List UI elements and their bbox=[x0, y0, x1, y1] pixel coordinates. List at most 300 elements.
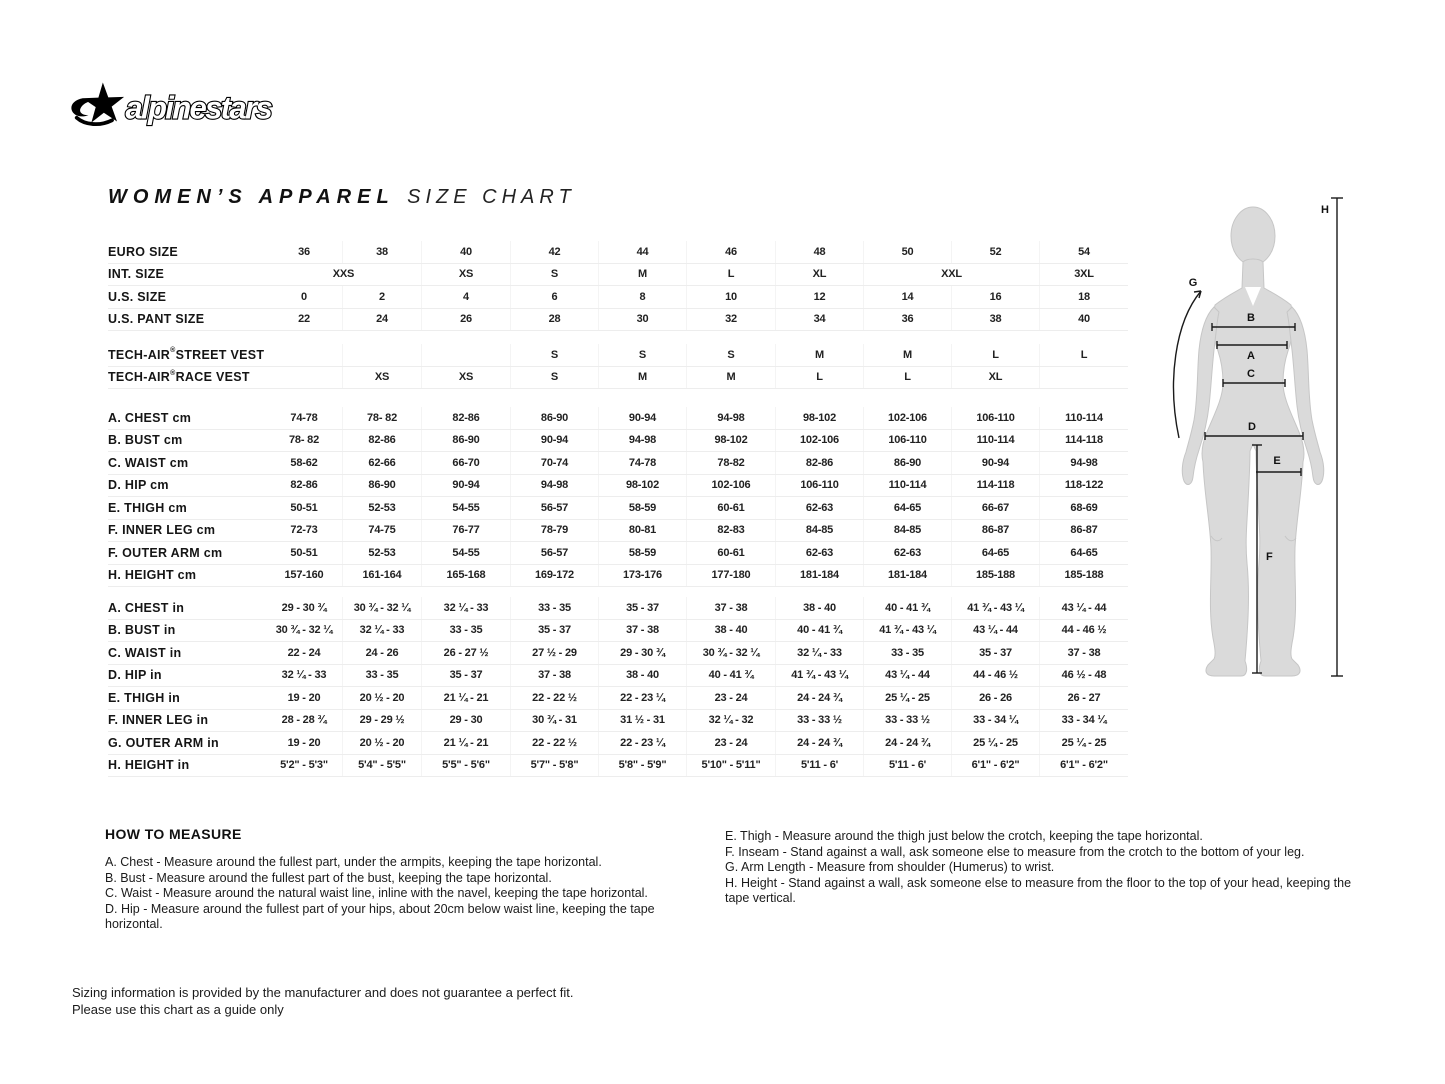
row-label: TECH-AIR ® STREET VEST bbox=[108, 347, 265, 362]
table-cell: 86-87 bbox=[951, 520, 1039, 542]
table-cell bbox=[421, 344, 510, 366]
table-cell: 19 - 20 bbox=[287, 736, 321, 749]
table-cell: L bbox=[1039, 344, 1128, 366]
table-cell: 28 bbox=[510, 309, 598, 331]
table-cell: 185-188 bbox=[1039, 565, 1128, 587]
table-cell: 50-51 bbox=[290, 501, 318, 514]
table-row bbox=[108, 407, 1128, 430]
table-cell: 22 - 22 ½ bbox=[510, 687, 598, 709]
table-cell: 40 - 41 ¾ bbox=[863, 597, 951, 619]
footer-line-2: Please use this chart as a guide only bbox=[72, 1001, 284, 1017]
table-row bbox=[108, 642, 1128, 665]
table-cell: 41 ¾ - 43 ¼ bbox=[775, 665, 863, 687]
table-cell: 70-74 bbox=[510, 452, 598, 474]
table-row bbox=[108, 755, 1128, 778]
table-cell: 34 bbox=[775, 309, 863, 331]
table-cell: 38 bbox=[342, 241, 421, 263]
table-cell: 38 - 40 bbox=[598, 665, 686, 687]
measure-left-list bbox=[105, 855, 710, 933]
title-main: WOMEN’S APPAREL bbox=[108, 186, 395, 208]
table-cell: 46 ½ - 48 bbox=[1039, 665, 1128, 687]
table-cell: 29 - 29 ½ bbox=[342, 710, 421, 732]
table-cell: 64-65 bbox=[951, 542, 1039, 564]
table-cell: 22 bbox=[298, 313, 310, 326]
row-label: H. HEIGHT in bbox=[108, 758, 190, 773]
measure-instruction: E. Thigh - Measure around the thigh just below the crotch, keeping the tape horizontal. bbox=[725, 829, 1203, 843]
row-label: D. HIP in bbox=[108, 668, 162, 683]
label-f: F bbox=[1266, 551, 1273, 563]
measure-instruction: H. Height - Stand against a wall, ask someone else to measure from the floor to the top of your head, keeping the tape vertical. bbox=[725, 875, 1352, 905]
table-cell: 38 - 40 bbox=[775, 597, 863, 619]
table-cell: 90-94 bbox=[598, 407, 686, 429]
table-row bbox=[108, 309, 1128, 332]
table-cell: 66-70 bbox=[421, 452, 510, 474]
table-cell: 86-90 bbox=[421, 430, 510, 452]
table-cell: 33 - 35 bbox=[342, 665, 421, 687]
table-cell: 86-87 bbox=[1039, 520, 1128, 542]
table-cell: 36 bbox=[863, 309, 951, 331]
table-cell: 76-77 bbox=[421, 520, 510, 542]
table-cell bbox=[1039, 367, 1128, 389]
table-cell: 94-98 bbox=[598, 430, 686, 452]
table-cell: 46 bbox=[686, 241, 775, 263]
table-cell: 24 - 24 ¾ bbox=[775, 687, 863, 709]
table-cell: 74-78 bbox=[598, 452, 686, 474]
table-cell: 0 bbox=[301, 290, 307, 303]
table-cell: 5'2" - 5'3" bbox=[280, 759, 328, 772]
table-cell: 177-180 bbox=[686, 565, 775, 587]
row-label: F. INNER LEG cm bbox=[108, 523, 216, 538]
measure-instruction: G. Arm Length - Measure from shoulder (Humerus) to wrist. bbox=[725, 860, 1055, 874]
table-cell: L bbox=[863, 367, 951, 389]
table-cell: 94-98 bbox=[686, 407, 775, 429]
table-cell: 98-102 bbox=[686, 430, 775, 452]
table-cell: 50 bbox=[863, 241, 951, 263]
row-label: F. OUTER ARM cm bbox=[108, 545, 223, 560]
table-cell: 32 ¼ - 33 bbox=[342, 620, 421, 642]
table-cell: 24 - 26 bbox=[342, 642, 421, 664]
table-cell: 58-62 bbox=[290, 456, 318, 469]
row-label: C. WAIST in bbox=[108, 645, 182, 660]
table-cell: 26 - 26 bbox=[951, 687, 1039, 709]
table-cell: 50-51 bbox=[290, 546, 318, 559]
table-cell: 84-85 bbox=[863, 520, 951, 542]
table-cell: 98-102 bbox=[775, 407, 863, 429]
table-cell: 23 - 24 bbox=[686, 732, 775, 754]
table-cell: 54 bbox=[1039, 241, 1128, 263]
table-cell: 173-176 bbox=[598, 565, 686, 587]
how-to-measure-right bbox=[725, 829, 1370, 907]
table-cell: 62-63 bbox=[775, 542, 863, 564]
table-cell: 29 - 30 ¾ bbox=[598, 642, 686, 664]
measure-instruction: A. Chest - Measure around the fullest part, under the armpits, keeping the tape horizontal. bbox=[105, 855, 602, 869]
row-label: U.S. PANT SIZE bbox=[108, 312, 205, 327]
table-cell: 35 - 37 bbox=[421, 665, 510, 687]
table-cell: 32 ¼ - 33 bbox=[421, 597, 510, 619]
table-row bbox=[108, 497, 1128, 520]
table-row bbox=[108, 620, 1128, 643]
row-label: TECH-AIR ® RACE VEST bbox=[108, 369, 250, 385]
header-rows bbox=[108, 241, 1128, 331]
table-cell: 110-114 bbox=[863, 475, 951, 497]
table-cell: 185-188 bbox=[951, 565, 1039, 587]
table-cell: 90-94 bbox=[510, 430, 598, 452]
table-row bbox=[108, 344, 1128, 367]
measure-instruction: D. Hip - Measure around the fullest part of your hips, about 20cm below waist line, keeping the tape horizontal. bbox=[105, 901, 655, 931]
table-cell: 44 - 46 ½ bbox=[951, 665, 1039, 687]
table-cell: S bbox=[598, 344, 686, 366]
table-cell: 21 ¼ - 21 bbox=[421, 687, 510, 709]
alpinestars-wordmark: alpinestars bbox=[125, 90, 272, 126]
table-cell: 82-86 bbox=[342, 430, 421, 452]
table-cell: 25 ¼ - 25 bbox=[863, 687, 951, 709]
table-row bbox=[108, 264, 1128, 287]
table-cell: 25 ¼ - 25 bbox=[951, 732, 1039, 754]
table-cell: 5'5" - 5'6" bbox=[421, 755, 510, 777]
table-cell: 38 bbox=[951, 309, 1039, 331]
table-cell: 114-118 bbox=[951, 475, 1039, 497]
page-title bbox=[108, 186, 576, 209]
label-a: A bbox=[1247, 350, 1255, 362]
row-label: B. BUST cm bbox=[108, 433, 183, 448]
table-cell: 42 bbox=[510, 241, 598, 263]
table-cell: 102-106 bbox=[775, 430, 863, 452]
table-cell: 30 ¾ - 32 ¼ bbox=[342, 597, 421, 619]
table-cell: 84-85 bbox=[775, 520, 863, 542]
table-cell: 5'11 - 6' bbox=[863, 755, 951, 777]
table-cell: XS bbox=[421, 367, 510, 389]
table-cell: S bbox=[686, 344, 775, 366]
label-g: G bbox=[1188, 277, 1198, 289]
table-cell: 37 - 38 bbox=[1039, 642, 1128, 664]
table-cell: 157-160 bbox=[284, 569, 324, 582]
row-label: D. HIP cm bbox=[108, 478, 169, 493]
table-cell: 38 - 40 bbox=[686, 620, 775, 642]
label-h: H bbox=[1321, 204, 1329, 216]
row-label: C. WAIST cm bbox=[108, 455, 189, 470]
table-cell: 29 - 30 bbox=[421, 710, 510, 732]
table-row bbox=[108, 665, 1128, 688]
table-cell: 52 bbox=[951, 241, 1039, 263]
table-cell bbox=[266, 344, 342, 366]
table-cell: 102-106 bbox=[686, 475, 775, 497]
row-label: U.S. SIZE bbox=[108, 289, 167, 304]
female-silhouette-icon bbox=[1182, 207, 1323, 676]
registered-mark-icon: ® bbox=[170, 369, 176, 377]
table-cell: 22 - 23 ¼ bbox=[598, 687, 686, 709]
table-cell: 33 - 34 ¼ bbox=[951, 710, 1039, 732]
table-cell: 106-110 bbox=[775, 475, 863, 497]
table-cell: 5'11 - 6' bbox=[775, 755, 863, 777]
row-label: G. OUTER ARM in bbox=[108, 735, 219, 750]
table-row bbox=[108, 732, 1128, 755]
table-cell: 30 bbox=[598, 309, 686, 331]
table-cell: 41 ¾ - 43 ¼ bbox=[863, 620, 951, 642]
table-cell: 33 - 35 bbox=[510, 597, 598, 619]
cm-rows bbox=[108, 407, 1128, 587]
table-cell: 94-98 bbox=[510, 475, 598, 497]
how-to-measure-heading: HOW TO MEASURE bbox=[105, 826, 242, 842]
table-cell: 40 - 41 ¾ bbox=[686, 665, 775, 687]
table-cell: 32 bbox=[686, 309, 775, 331]
table-cell: 52-53 bbox=[342, 497, 421, 519]
table-cell: 35 - 37 bbox=[510, 620, 598, 642]
table-cell: 33 - 35 bbox=[863, 642, 951, 664]
row-label: A. CHEST in bbox=[108, 600, 185, 615]
table-cell: 181-184 bbox=[863, 565, 951, 587]
table-cell bbox=[266, 367, 342, 389]
table-cell: 48 bbox=[775, 241, 863, 263]
table-cell: 5'7" - 5'8" bbox=[510, 755, 598, 777]
table-cell: S bbox=[510, 344, 598, 366]
row-label: F. INNER LEG in bbox=[108, 713, 209, 728]
table-cell: 33 - 33 ½ bbox=[863, 710, 951, 732]
table-cell: 64-65 bbox=[1039, 542, 1128, 564]
table-cell: 74-78 bbox=[290, 411, 318, 424]
table-cell: 12 bbox=[775, 286, 863, 308]
table-cell: 60-61 bbox=[686, 497, 775, 519]
measure-instruction: C. Waist - Measure around the natural waist line, inline with the navel, keeping the tape horizontal. bbox=[105, 886, 648, 900]
table-cell: XL bbox=[951, 367, 1039, 389]
table-cell: 37 - 38 bbox=[510, 665, 598, 687]
table-cell: 2 bbox=[342, 286, 421, 308]
table-cell: L bbox=[951, 344, 1039, 366]
table-cell: 30 ¾ - 31 bbox=[510, 710, 598, 732]
body-measurement-diagram bbox=[1155, 192, 1355, 722]
table-cell: 22 - 22 ½ bbox=[510, 732, 598, 754]
table-cell: M bbox=[598, 264, 686, 286]
table-cell: 106-110 bbox=[863, 430, 951, 452]
table-cell: 32 ¼ - 33 bbox=[775, 642, 863, 664]
table-cell: 37 - 38 bbox=[598, 620, 686, 642]
footer-line-1: Sizing information is provided by the manufacturer and does not guarantee a perfect fit. bbox=[72, 985, 574, 1000]
table-cell: 29 - 30 ¾ bbox=[281, 601, 327, 614]
table-cell: 5'8" - 5'9" bbox=[598, 755, 686, 777]
table-row bbox=[108, 475, 1128, 498]
table-cell: 21 ¼ - 21 bbox=[421, 732, 510, 754]
table-cell: 5'4" - 5'5" bbox=[342, 755, 421, 777]
table-cell: 56-57 bbox=[510, 542, 598, 564]
table-row bbox=[108, 452, 1128, 475]
alpinestars-logo bbox=[70, 76, 322, 136]
table-cell: 5'10" - 5'11" bbox=[686, 755, 775, 777]
title-sub: SIZE CHART bbox=[407, 186, 576, 208]
table-cell: 22 - 24 bbox=[287, 646, 321, 659]
table-cell: 62-63 bbox=[863, 542, 951, 564]
table-cell: 44 - 46 ½ bbox=[1039, 620, 1128, 642]
table-cell: 102-106 bbox=[863, 407, 951, 429]
label-e: E bbox=[1273, 455, 1281, 467]
table-cell: 43 ¼ - 44 bbox=[1039, 597, 1128, 619]
table-cell: 33 - 33 ½ bbox=[775, 710, 863, 732]
table-cell: 28 - 28 ¾ bbox=[281, 714, 327, 727]
table-cell: 14 bbox=[863, 286, 951, 308]
table-cell: 181-184 bbox=[775, 565, 863, 587]
table-cell: 19 - 20 bbox=[287, 691, 321, 704]
table-cell: M bbox=[775, 344, 863, 366]
table-cell: 26 - 27 bbox=[1039, 687, 1128, 709]
table-cell: M bbox=[863, 344, 951, 366]
table-cell: 110-114 bbox=[951, 430, 1039, 452]
table-row bbox=[108, 597, 1128, 620]
table-cell: 6'1" - 6'2" bbox=[1039, 755, 1128, 777]
table-cell: 66-67 bbox=[951, 497, 1039, 519]
table-cell: 64-65 bbox=[863, 497, 951, 519]
row-label: A. CHEST cm bbox=[108, 410, 192, 425]
table-cell: 37 - 38 bbox=[686, 597, 775, 619]
table-cell: 6'1" - 6'2" bbox=[951, 755, 1039, 777]
table-cell: 62-63 bbox=[775, 497, 863, 519]
table-row bbox=[108, 687, 1128, 710]
table-cell: 80-81 bbox=[598, 520, 686, 542]
table-row bbox=[108, 542, 1128, 565]
table-cell: 30 ¾ - 32 ¼ bbox=[275, 624, 333, 637]
table-cell: 40 bbox=[1039, 309, 1128, 331]
table-cell: 78-79 bbox=[510, 520, 598, 542]
table-cell: 4 bbox=[421, 286, 510, 308]
table-cell: 90-94 bbox=[421, 475, 510, 497]
table-cell: 82-86 bbox=[775, 452, 863, 474]
table-cell: 32 ¼ - 33 bbox=[281, 669, 327, 682]
table-cell: 82-83 bbox=[686, 520, 775, 542]
table-cell: 20 ½ - 20 bbox=[342, 687, 421, 709]
table-cell: 33 - 34 ¼ bbox=[1039, 710, 1128, 732]
in-rows bbox=[108, 597, 1128, 777]
table-cell: 78-82 bbox=[686, 452, 775, 474]
table-cell: XXL bbox=[863, 264, 1039, 286]
table-cell: 25 ¼ - 25 bbox=[1039, 732, 1128, 754]
table-cell: XS bbox=[421, 264, 510, 286]
table-cell: 82-86 bbox=[290, 479, 318, 492]
table-cell: 24 bbox=[342, 309, 421, 331]
table-cell: 78- 82 bbox=[342, 407, 421, 429]
table-cell: 86-90 bbox=[863, 452, 951, 474]
table-cell: 58-59 bbox=[598, 497, 686, 519]
table-cell: 24 - 24 ¾ bbox=[863, 732, 951, 754]
table-cell: 33 - 35 bbox=[421, 620, 510, 642]
table-cell: XXS bbox=[332, 268, 355, 281]
table-cell: 72-73 bbox=[290, 524, 318, 537]
table-row bbox=[108, 520, 1128, 543]
measure-right-list bbox=[725, 829, 1370, 907]
table-cell: L bbox=[775, 367, 863, 389]
table-cell: 30 ¾ - 32 ¼ bbox=[686, 642, 775, 664]
table-cell: 18 bbox=[1039, 286, 1128, 308]
table-cell: 31 ½ - 31 bbox=[598, 710, 686, 732]
label-d: D bbox=[1248, 421, 1256, 433]
measure-instruction: F. Inseam - Stand against a wall, ask someone else to measure from the crotch to the bottom of your leg. bbox=[725, 844, 1305, 859]
table-cell: 68-69 bbox=[1039, 497, 1128, 519]
table-cell: 62-66 bbox=[342, 452, 421, 474]
table-row bbox=[108, 286, 1128, 309]
table-cell: 43 ¼ - 44 bbox=[951, 620, 1039, 642]
table-cell: 16 bbox=[951, 286, 1039, 308]
table-cell: 35 - 37 bbox=[598, 597, 686, 619]
table-cell: 40 bbox=[421, 241, 510, 263]
table-cell: 26 - 27 ½ bbox=[421, 642, 510, 664]
alpinestars-star-icon bbox=[71, 82, 124, 124]
table-cell: 23 - 24 bbox=[686, 687, 775, 709]
footer-disclaimer bbox=[72, 985, 574, 1018]
table-cell: 44 bbox=[598, 241, 686, 263]
table-cell: 27 ½ - 29 bbox=[510, 642, 598, 664]
table-cell bbox=[342, 344, 421, 366]
table-row bbox=[108, 367, 1128, 390]
table-cell: 10 bbox=[686, 286, 775, 308]
table-row bbox=[108, 710, 1128, 733]
table-cell: 56-57 bbox=[510, 497, 598, 519]
table-cell: M bbox=[686, 367, 775, 389]
table-cell: 54-55 bbox=[421, 542, 510, 564]
table-cell: 94-98 bbox=[1039, 452, 1128, 474]
table-cell: 6 bbox=[510, 286, 598, 308]
table-cell: 165-168 bbox=[421, 565, 510, 587]
table-cell: XL bbox=[775, 264, 863, 286]
table-cell: 78- 82 bbox=[289, 434, 319, 447]
table-cell: 24 - 24 ¾ bbox=[775, 732, 863, 754]
label-b: B bbox=[1247, 312, 1255, 324]
table-cell: 86-90 bbox=[342, 475, 421, 497]
table-cell: XS bbox=[342, 367, 421, 389]
table-row bbox=[108, 565, 1128, 588]
row-label: E. THIGH cm bbox=[108, 500, 188, 515]
table-cell: 41 ¾ - 43 ¼ bbox=[951, 597, 1039, 619]
how-to-measure-left bbox=[105, 826, 710, 933]
table-cell: 43 ¼ - 44 bbox=[863, 665, 951, 687]
tech-air-rows bbox=[108, 344, 1128, 389]
table-cell: 22 - 23 ¼ bbox=[598, 732, 686, 754]
size-table bbox=[108, 241, 1128, 777]
table-cell: 106-110 bbox=[951, 407, 1039, 429]
table-cell: S bbox=[510, 367, 598, 389]
row-label: E. THIGH in bbox=[108, 690, 181, 705]
table-cell: 161-164 bbox=[342, 565, 421, 587]
table-cell: 54-55 bbox=[421, 497, 510, 519]
table-cell: 52-53 bbox=[342, 542, 421, 564]
table-cell: 26 bbox=[421, 309, 510, 331]
table-cell: 60-61 bbox=[686, 542, 775, 564]
table-cell: 8 bbox=[598, 286, 686, 308]
table-cell: 82-86 bbox=[421, 407, 510, 429]
table-cell: 90-94 bbox=[951, 452, 1039, 474]
table-cell: S bbox=[510, 264, 598, 286]
table-cell: 58-59 bbox=[598, 542, 686, 564]
measure-instruction: B. Bust - Measure around the fullest part of the bust, keeping the tape horizontal. bbox=[105, 870, 552, 885]
table-cell: 110-114 bbox=[1039, 407, 1128, 429]
table-cell: 36 bbox=[298, 245, 310, 258]
table-row bbox=[108, 430, 1128, 453]
table-cell: 114-118 bbox=[1039, 430, 1128, 452]
table-cell: 35 - 37 bbox=[951, 642, 1039, 664]
label-c: C bbox=[1247, 368, 1255, 380]
table-cell: 20 ½ - 20 bbox=[342, 732, 421, 754]
table-cell: 40 - 41 ¾ bbox=[775, 620, 863, 642]
table-cell: L bbox=[686, 264, 775, 286]
table-cell: 169-172 bbox=[510, 565, 598, 587]
table-cell: M bbox=[598, 367, 686, 389]
table-cell: 118-122 bbox=[1039, 475, 1128, 497]
registered-mark-icon: ® bbox=[170, 347, 176, 355]
row-label: INT. SIZE bbox=[108, 267, 165, 282]
table-cell: 98-102 bbox=[598, 475, 686, 497]
table-cell: 74-75 bbox=[342, 520, 421, 542]
table-cell: 3XL bbox=[1039, 264, 1128, 286]
row-label: B. BUST in bbox=[108, 623, 176, 638]
table-cell: 32 ¼ - 32 bbox=[686, 710, 775, 732]
table-cell: 86-90 bbox=[510, 407, 598, 429]
row-label: H. HEIGHT cm bbox=[108, 568, 197, 583]
table-row bbox=[108, 241, 1128, 264]
